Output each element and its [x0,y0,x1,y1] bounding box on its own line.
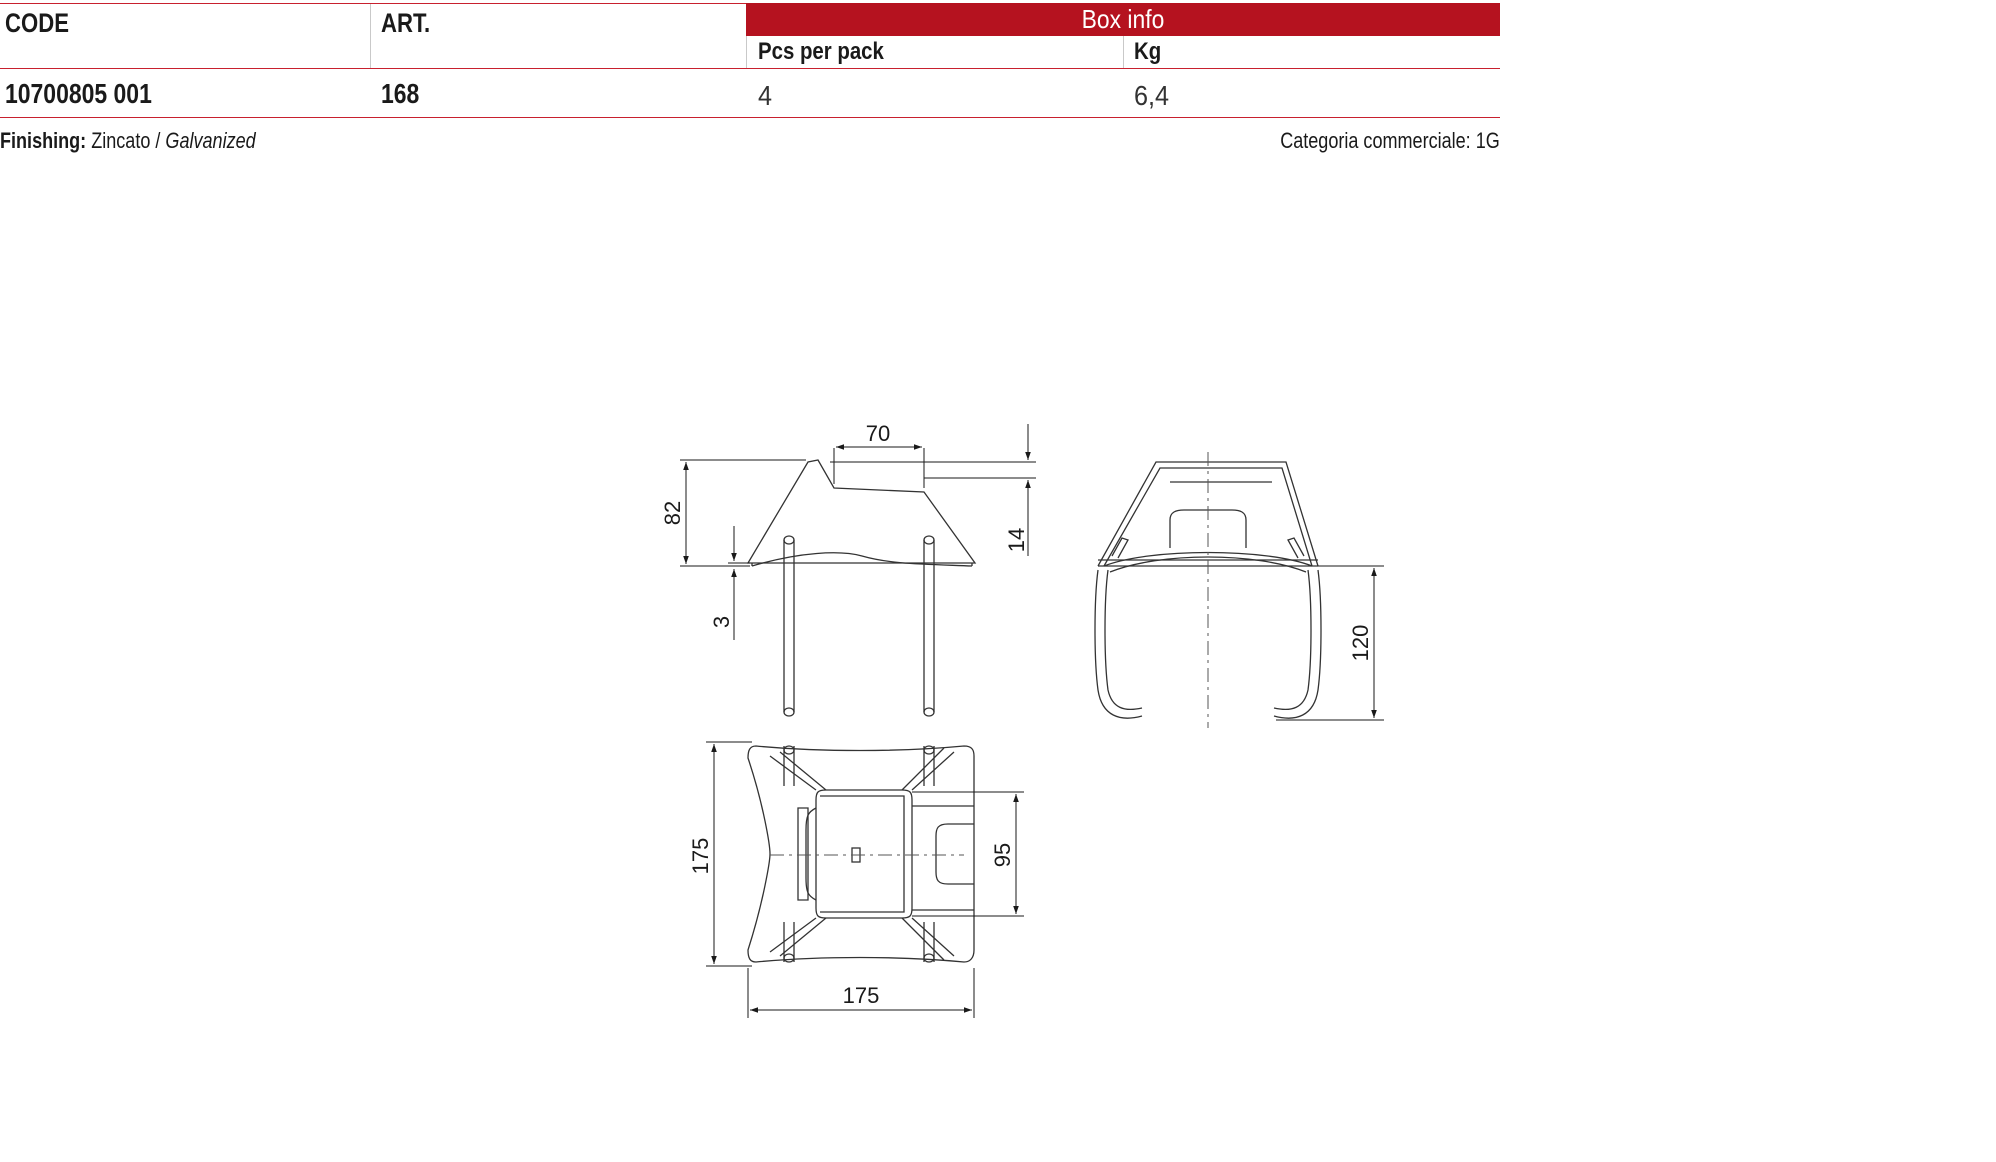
dim-70-label: 70 [865,421,891,446]
top-view [748,742,974,966]
top-dimensions [706,742,1024,1018]
pcs-value: 4 [758,80,773,111]
finishing-english: Galvanized [165,128,256,153]
dim-14-label: 14 [1004,527,1029,553]
header-art: ART. [381,8,431,38]
commercial-category: Categoria commerciale: 1G [1280,128,1500,153]
dim-3-label: 3 [709,615,734,629]
header-code: CODE [5,8,69,38]
box-info-title: Box info [1081,4,1165,34]
dim-82-label: 82 [660,500,685,526]
dim-95-label: 95 [990,842,1015,868]
front-view [748,460,975,716]
finishing-italian: Zincato / [91,128,161,153]
art-value: 168 [381,78,420,109]
header-kg: Kg [1134,38,1162,65]
dim-120-label: 120 [1348,624,1373,662]
front-dimensions [680,424,1036,640]
dim-175-width-label: 175 [842,983,880,1008]
finishing-label: Finishing: [0,128,87,153]
kg-value: 6,4 [1134,80,1170,111]
dim-175-depth-label: 175 [688,837,713,875]
header-pcs-per-pack: Pcs per pack [758,38,884,65]
top-left-leg-lower [784,922,794,962]
code-value: 10700805 001 [5,78,152,109]
top-left-leg-upper [784,746,794,786]
